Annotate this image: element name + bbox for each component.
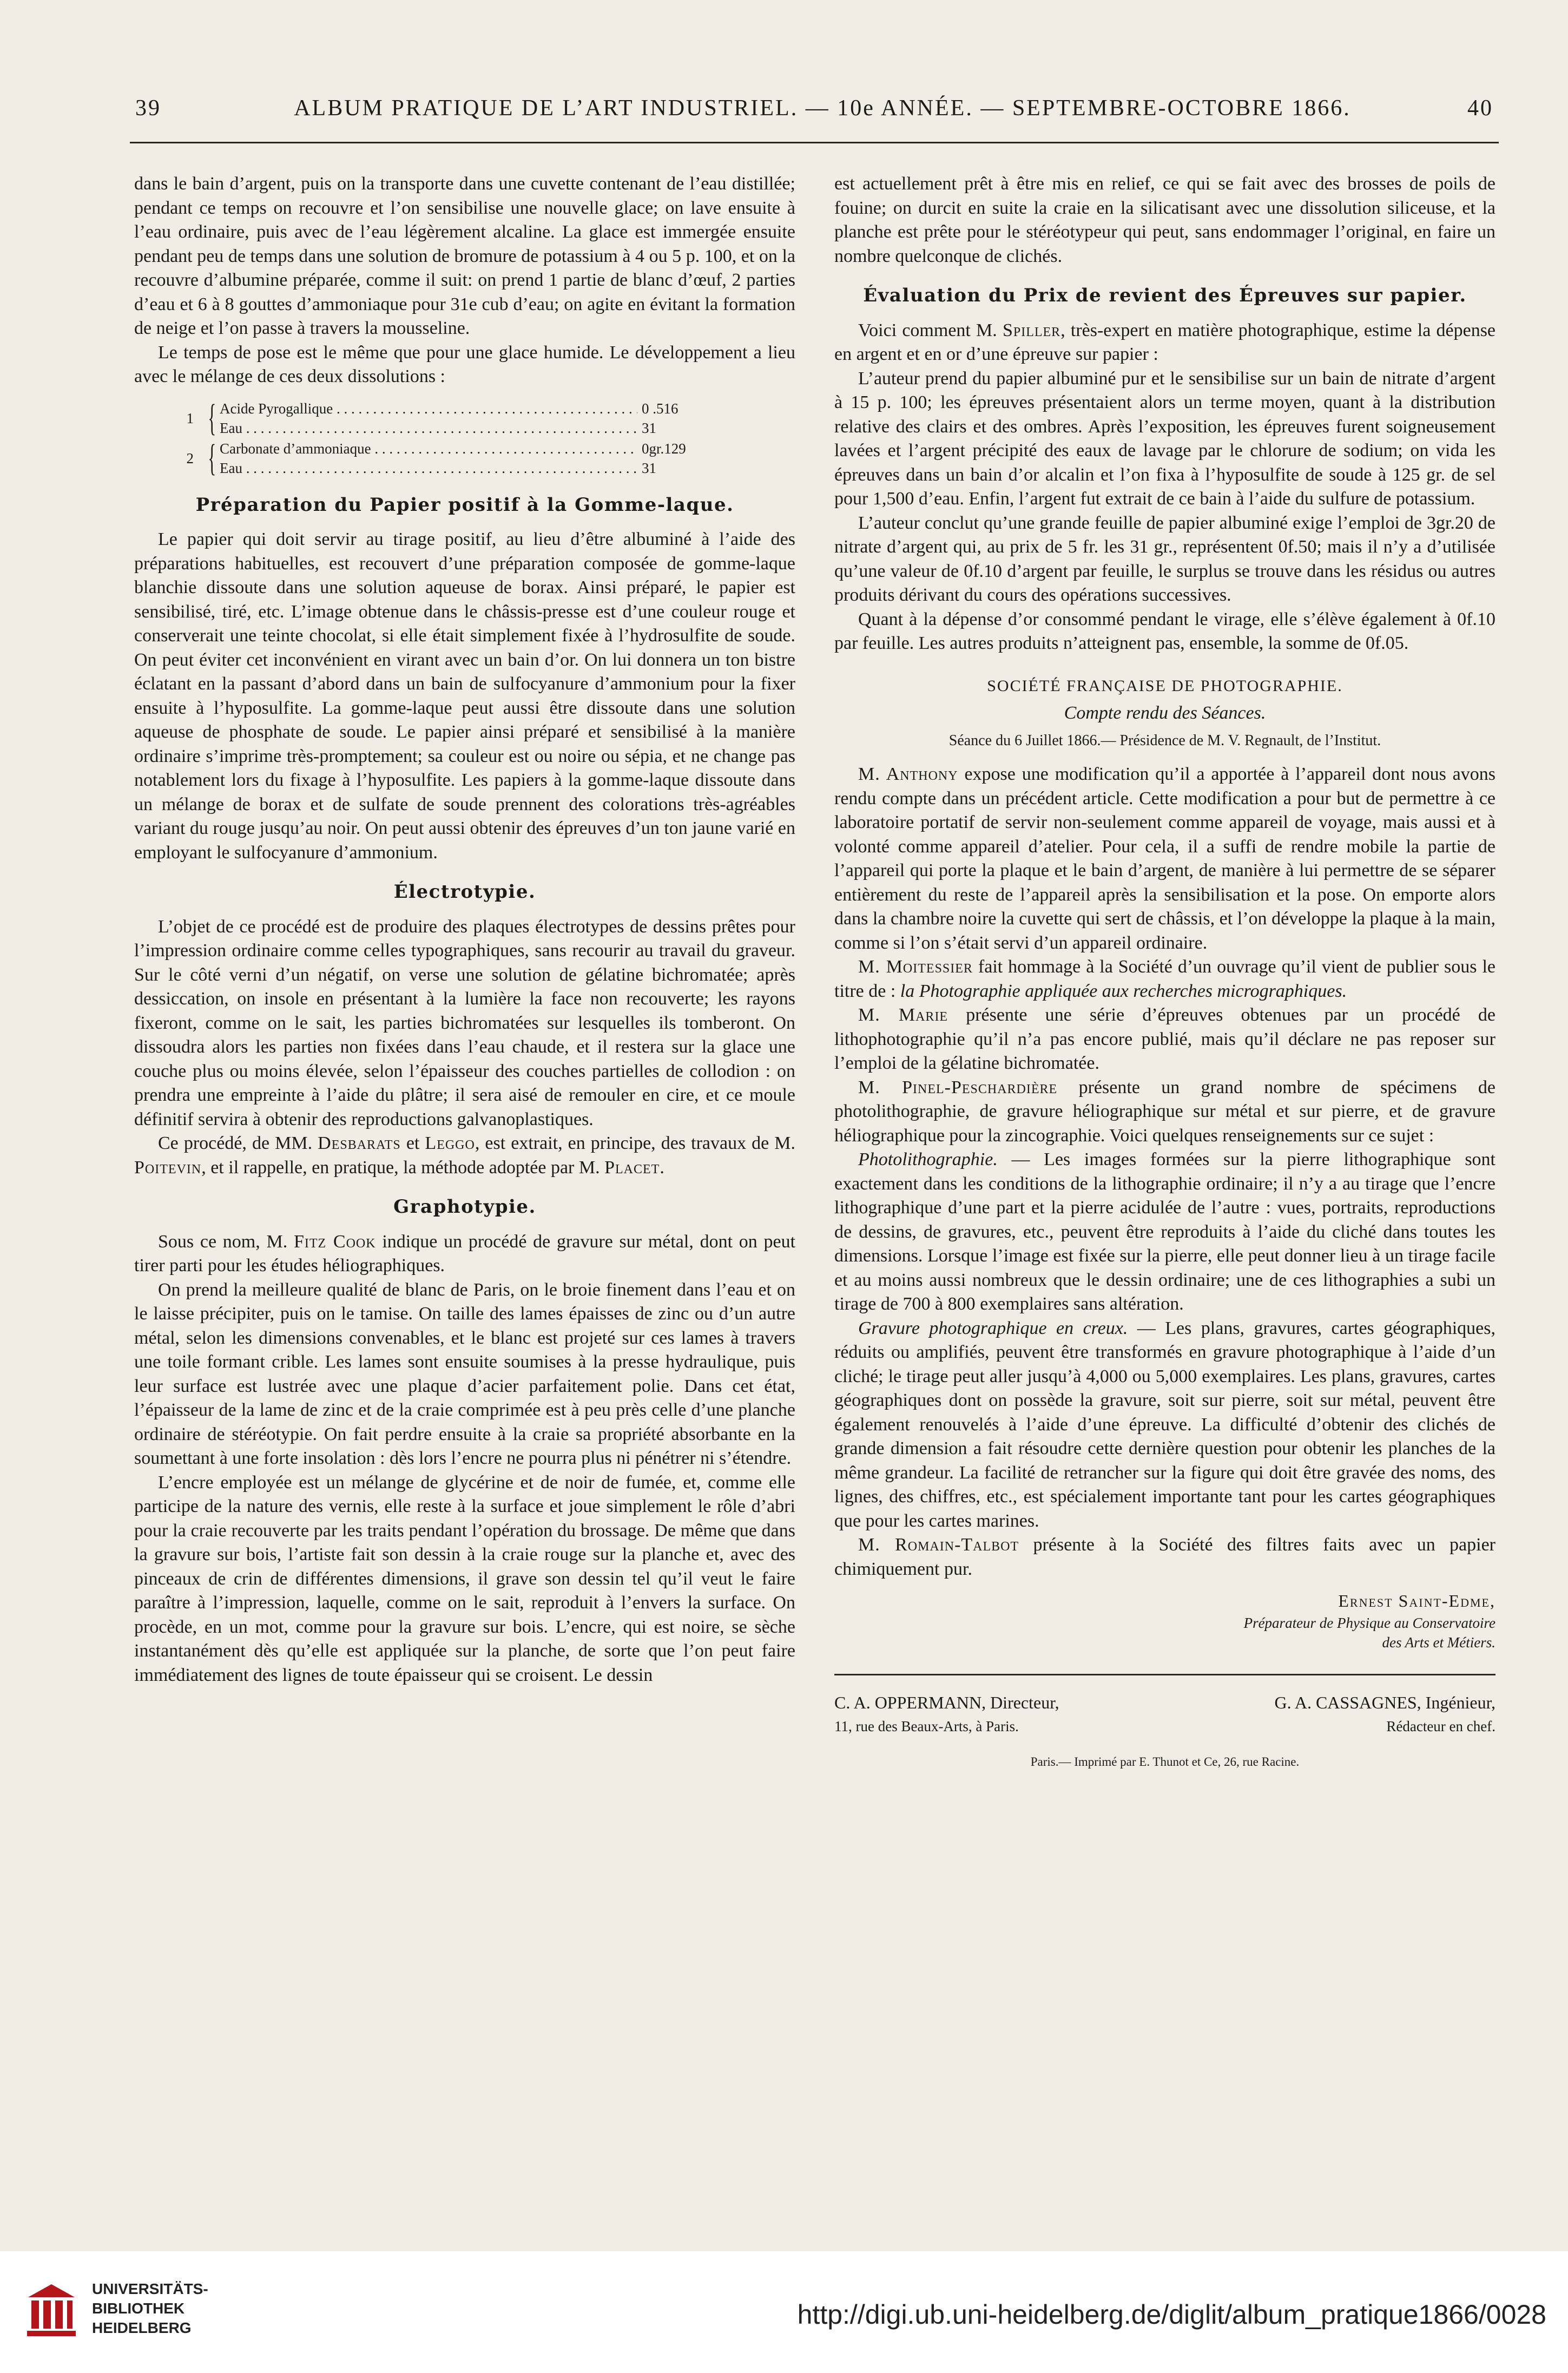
person-name: M. Anthony (858, 764, 958, 784)
chemical-formula-table (134, 399, 795, 478)
director-name: C. A. OPPERMANN, Directeur, (834, 1692, 1059, 1712)
paragraph-lead: Gravure photographique en creux. (858, 1318, 1128, 1338)
section-heading: Électrotypie. (393, 881, 536, 903)
person-name: Placet (604, 1157, 660, 1178)
header-rule (130, 142, 1499, 143)
session-line: Séance du 6 Juillet 1866.— Présidence de M. V. Regnault, de l’Institut. (948, 732, 1381, 749)
person-name: Fitz Cook (293, 1231, 376, 1252)
paragraph: M. Pinel-Peschardière présente un grand nombre de spécimens de photolithographie, de gravure héliographique sur métal et sur pierre, et de gravure héliographique pour la zincographie. Voici quelques renseignements sur ce sujet : (834, 1077, 1496, 1146)
person-name: Spiller (1002, 320, 1061, 340)
paragraph: Quant à la dépense d’or consommé pendant le virage, elle s’élève également à 0f.10 par feuille. Les autres produits n’atteignent pas, ensemble, la somme de 0f.05. (834, 609, 1495, 653)
section-heading: Évaluation du Prix de revient des Épreuves sur papier. (863, 285, 1467, 306)
book-title: la Photographie appliquée aux recherches micrographiques. (900, 981, 1347, 1001)
library-footer (0, 2251, 1568, 2373)
paragraph: Gravure photographique en creux. — Les plans, gravures, cartes géographiques, réduits ou amplifiés, peuvent être transformés en gravure photographique à l’aide d’un cliché; le tirage peut aller jusqu’à 4,000 ou 5,000 exemplaires. Les plans, gravures, cartes géographiques dont on possède la gravure, soit sur pierre, soit sur métal, peuvent être également renouvelés à l’aide d’une épreuve. La difficulté d’obtenir des clichés de grande dimension a fait résoudre cette dernière question pour obtenir les planches de la même grandeur. La facilité de retrancher sur la figure qui doit être gravée des noms, des lignes, des chiffres, etc., est spécialement importante tant pour les cartes géographiques que pour les cartes marines. (834, 1318, 1496, 1531)
society-heading: SOCIÉTÉ FRANÇAISE DE PHOTOGRAPHIE. (987, 676, 1343, 695)
formula-row: Eau . . . 31 (220, 458, 717, 478)
paragraph: L’auteur prend du papier albuminé pur et le sensibilise sur un bain de nitrate d’argent à 15 p. 100; les épreuves présentaient alors un terme moyen, quant à la distribution relative des clairs et des ombres. Après l’exposition, les épreuves furent soigneusement lavées et l’argent précipité des eaux de lavage par le chlorure de sodium; on vida les épreuves dans un bain d’or alcalin et l’on fixa à l’hyposulfite de soude à 125 gr. de sel pour 1,500 d’eau. Enfin, l’argent fut extrait de ce bain à l’aide du sulfure de potassium. (834, 368, 1495, 509)
paragraph: L’encre employée est un mélange de glycérine et de noir de fumée, et, comme elle participe de la nature des vernis, elle reste à la surface et joue simplement le rôle d’abri pour la craie recouverte par les traits pendant l’opération du brossage. De même que dans la gravure sur bois, l’artiste fait son dessin à la craie rouge sur la planche et, avec des pinceaux de crin de différentes dimensions, il grave son dessin tel qu’il veut le faire paraître à l’impression, laquelle, comme on le sait, reproduit à l’envers la surface. On procède, en un mot, comme pour la gravure sur bois. L’encre, qui est noire, se sèche instantanément dès qu’elle est appliquée sur la planche, de sorte que l’on peut faire immédiatement des lignes de toute épaisseur qui se croisent. Le dessin (134, 1472, 795, 1685)
signature-name: Ernest Saint-Edme, (1338, 1591, 1495, 1611)
signature-role: Préparateur de Physique au Conservatoire (1243, 1614, 1495, 1631)
library-name: UNIVERSITÄTS- BIBLIOTHEK HEIDELBERG (92, 2280, 208, 2336)
paragraph: Photolithographie. — Les images formées sur la pierre lithographique sont exactement dans les conditions de la lithographie ordinaire; il n’y a au tirage que l’encre lithographique d’une part et la pierre acidulée de l’autre : vues, portraits, reproductions de dessins, de gravures, etc., peuvent être reproduits à l’aide du cliché dans toutes les dimensions. Lorsque l’image est fixée sur la pierre, elle peut donner lieu à un tirage facile et au moins aussi nombreux que le dessin ordinaire; une de ces lithographies a subi un tirage de 700 à 800 exemplaires sans altération. (834, 1149, 1496, 1314)
running-title: ALBUM PRATIQUE DE L’ART INDUSTRIEL. — 10e ANNÉE. — SEPTEMBRE-OCTOBRE 1866. (294, 96, 1351, 121)
brace-icon: { (208, 437, 216, 479)
formula-row: Acide Pyrogallique . . . 0 .516 (220, 399, 717, 418)
brace-icon: { (208, 397, 216, 439)
editor-name: G. A. CASSAGNES, Ingénieur, (1274, 1692, 1495, 1712)
paragraph-lead: Photolithographie. (858, 1149, 998, 1169)
minutes-title: Compte rendu des Séances. (1064, 703, 1266, 723)
footer-rule (834, 1674, 1495, 1675)
paragraph: Le temps de pose est le même que pour une glace humide. Le développement a lieu avec le mélange de ces deux dissolutions : (134, 342, 795, 386)
signature-role: des Arts et Métiers. (1382, 1634, 1495, 1651)
person-name: M. Moitessier (858, 957, 973, 977)
person-name: Leggo (425, 1133, 475, 1153)
running-header (130, 91, 1499, 129)
paragraph: L’auteur conclut qu’une grande feuille de papier albuminé exige l’emploi de 3gr.20 de nitrate d’argent qui, au prix de 5 fr. les 31 gr., représentent 0f.50; mais il n’y a d’utilisée qu’une valeur de 0f.10 d’argent par feuille, le surplus se trouve dans les résidus ou autres produits dérivant du cours des opérations successives. (834, 512, 1495, 605)
university-library-logo-icon (22, 2281, 81, 2341)
paragraph: M. Anthony expose une modification qu’il a apportée à l’appareil dont nous avons rendu compte dans un précédent article. Cette modification a pour but de permettre à ce laboratoire portatif de servir non-seulement comme appareil de voyage, mais aussi et à volonté comme appareil d’atelier. Pour cela, il a suffi de rendre mobile la partie de l’appareil qui porte la plaque et le bain d’argent, de manière à lui permettre de se séparer entièrement du reste de l’appareil après la sensibilisation et la pose. On emporte alors dans la chambre noire la cuvette qui sert de châssis, et l’on développe la plaque à la main, comme si l’on s’était servi d’un appareil ordinaire. (834, 764, 1496, 953)
paragraph: Le papier qui doit servir au tirage positif, au lieu d’être albuminé à l’aide des préparations habituelles, est recouvert d’une préparation composée de gomme-laque blanchie dissoute dans une solution aqueuse de borax. Ainsi préparé, le papier est sensibilisé, tiré, etc. L’image obtenue dans le châssis-presse est d’une couleur rouge et conserverait une teinte chocolat, si elle était simplement fixée à l’hydrosulfite de soude. On peut éviter cet inconvénient en virant avec un bain d’or. On lui donnera un ton bistre éclatant en la passant d’abord dans un bain de sulfocyanure d’ammonium pour la fixer ensuite à l’hyposulfite. La gomme-laque peut aussi être dissoute dans une solution aqueuse de phosphate de soude. Le papier ainsi préparé et sensibilisé à la manière ordinaire s’imprime très-promptement; sa couleur est ou noire ou sépia, et ne change pas notablement lors du fixage à l’hyposulfite. Les papiers à la gomme-laque dissoute dans un mélange de borax et de sulfate de soude prennent des colorations très-agréables variant du rouge jusqu’au noir. On peut aussi obtenir des épreuves d’un ton jaune varié en employant le sulfocyanure d’ammonium. (134, 529, 795, 863)
paragraph: Voici comment M. Spiller, très-expert en matière photographique, estime la dépense en argent et en or d’une épreuve sur papier : (834, 320, 1496, 364)
page-number-right: 40 (1467, 96, 1493, 121)
left-column (134, 172, 795, 1687)
paragraph: On prend la meilleure qualité de blanc de Paris, on le broie finement dans l’eau et on le laisse précipiter, puis on le tamise. On taille des lames épaisses de zinc ou d’un autre métal, selon les dimensions convenables, et le blanc est projeté sur ces lames à travers une toile formant crible. Les lames sont ensuite soumises à la presse hydraulique, puis leur surface est lustrée avec une plaque d’acier parfaitement polie. Dans cet état, l’épaisseur de la lame de zinc et de la craie comprimée est à peu près celle d’une planche ordinaire de stéréotypie. On fait perdre ensuite à la craie sa propriété absorbante en la soumettant à une forte insolation : dès lors l’encre ne pourra plus ni pénétrer ni s’étendre. (134, 1279, 795, 1468)
solution-1 (134, 399, 795, 438)
right-column (834, 172, 1495, 1774)
editor-role: Rédacteur en chef. (1386, 1718, 1495, 1734)
signature-block (834, 1589, 1495, 1652)
digital-copy-url[interactable]: http://digi.ub.uni-heidelberg.de/diglit/album_pratique1866/0028 (797, 2299, 1546, 2330)
paragraph: L’objet de ce procédé est de produire des plaques électrotypes de dessins prêtes pour l’impression ordinaire comme celles typographiques, sans recourir au travail du graveur. Sur le côté verni d’un négatif, on verse une solution de gélatine bichromatée; après dessiccation, on insole en présentant à la lumière la face non recouverte; les rayons fixeront, comme on le sait, les parties bichromatées sur lesquelles ils tomberont. On dissoudra alors les parties non fixées dans l’eau chaude, et il restera sur la glace une couche plus ou moins élevée, selon l’épaisseur des couches partielles de collodion : on prendra une empreinte à l’aide du plâtre; il sera aisé de remouler en cire, et ce moule définitif servira à obtenir des reproductions galvanoplastiques. (134, 916, 795, 1129)
paragraph: M. Romain-Talbot présente à la Société des filtres faits avec un papier chimiquement pur. (834, 1535, 1496, 1579)
paragraph: est actuellement prêt à être mis en relief, ce qui se fait avec des brosses de poils de fouine; on durcit en suite la craie en la silicatisant avec une dissolution siliceuse, et la planche est prête pour le stéréotypeur qui peut, sans endommager l’original, en faire un nombre quelconque de clichés. (834, 174, 1495, 266)
solution-number: 1 (186, 410, 194, 426)
person-name: M. Pinel-Peschardière (858, 1077, 1058, 1097)
paragraph: dans le bain d’argent, puis on la transporte dans une cuvette contenant de l’eau distillée; pendant ce temps on recouvre et l’on sensibilise une nouvelle glace; on lave ensuite à l’eau ordinaire, puis avec de l’eau légèrement alcaline. La glace est immergée ensuite pendant peu de temps dans une solution de bromure de potassium à 4 ou 5 p. 100, et on la recouvre d’albumine préparée, comme il suit: on prend 1 partie de blanc d’œuf, 2 parties d’eau et 6 à 8 gouttes d’ammoniaque pour 31e cub d’eau; on agite en évitant la formation de neige et l’on passe à travers la mousseline. (134, 174, 795, 338)
section-heading: Graphotypie. (393, 1196, 536, 1218)
person-name: M. Marie (858, 1005, 948, 1025)
person-name: Poitevin (134, 1157, 202, 1178)
editorial-credits (834, 1691, 1495, 1738)
solution-2 (134, 439, 795, 478)
formula-row: Eau . . . 31 (220, 418, 717, 438)
page-number-left: 39 (135, 96, 161, 121)
paragraph: M. Moitessier fait hommage à la Société d’un ouvrage qu’il vient de publier sous le titre de : la Photographie appliquée aux recherches micrographiques. (834, 957, 1495, 1001)
paragraph: Sous ce nom, M. Fitz Cook indique un procédé de gravure sur métal, dont on peut tirer parti pour les études héliographiques. (134, 1231, 796, 1276)
paragraph: M. Marie présente une série d’épreuves obtenues par un procédé de lithophotographie qu’il n’a pas encore publié, mais qu’il déclare ne pas reposer sur l’emploi de la gélatine bichromatée. (834, 1005, 1495, 1073)
section-heading: Préparation du Papier positif à la Gomme-laque. (195, 494, 734, 516)
director-address: 11, rue des Beaux-Arts, à Paris. (834, 1718, 1019, 1734)
paragraph: Ce procédé, de MM. Desbarats et Leggo, est extrait, en principe, des travaux de M. Poitevin, et il rappelle, en pratique, la méthode adoptée par M. Placet. (134, 1133, 796, 1178)
formula-row: Carbonate d’ammoniaque . . . 0gr.129 (220, 439, 717, 458)
person-name: M. Romain-Talbot (858, 1535, 1019, 1555)
solution-number: 2 (186, 450, 194, 466)
printer-line: Paris.— Imprimé par E. Thunot et Ce, 26, rue Racine. (1030, 1754, 1300, 1769)
person-name: Desbarats (318, 1133, 401, 1153)
